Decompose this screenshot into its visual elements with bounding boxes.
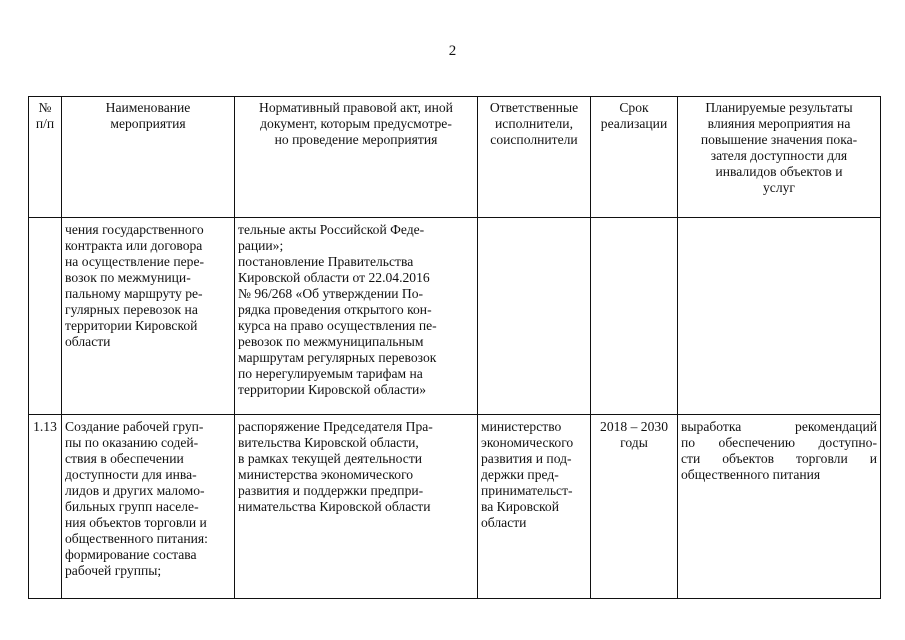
text-line: ревозок по межмуниципальным	[238, 334, 424, 349]
text-line: Создание рабочей груп-	[65, 419, 204, 434]
text-line: по обеспечению доступно-	[681, 435, 877, 450]
table-header-row	[29, 97, 881, 218]
text-line: выработка рекомендаций	[681, 419, 877, 434]
text-line: развития и под-	[481, 451, 572, 466]
text-line: ва Кировской	[481, 499, 559, 514]
text-line: Ответственные	[489, 100, 579, 115]
text-line: держки пред-	[481, 467, 559, 482]
text-line: зателя доступности для	[710, 148, 848, 163]
text-line: инвалидов объектов и	[715, 164, 843, 179]
text-line: соисполнители	[490, 132, 578, 147]
header-name	[62, 97, 235, 218]
text-line: территории Кировской	[65, 318, 198, 333]
header-term	[591, 97, 678, 218]
cell-act	[235, 218, 478, 415]
text-line: Нормативный правовой акт, иной	[259, 100, 453, 115]
text-line: но проведение мероприятия	[274, 132, 438, 147]
text-line: области	[481, 515, 527, 530]
cell-responsible	[478, 218, 591, 415]
page-number: 2	[448, 43, 457, 59]
text-line: области	[65, 334, 111, 349]
cell-result	[678, 415, 881, 599]
text-line: возок по межмуници-	[65, 270, 191, 285]
cell-num	[29, 415, 62, 599]
text-line: формирование состава	[65, 547, 197, 562]
text-line: по нерегулируемым тарифам на	[238, 366, 423, 381]
header-responsible	[478, 97, 591, 218]
text-line: тельные акты Российской Феде-	[238, 222, 425, 237]
text-line: чения государственного	[65, 222, 204, 237]
text-line: Наименование	[105, 100, 191, 115]
text-line: постановление Правительства	[238, 254, 414, 269]
text-line: контракта или договора	[65, 238, 203, 253]
text-line: документ, которым предусмотре-	[260, 116, 452, 131]
text-line: общественного питания:	[65, 531, 208, 546]
header-act	[235, 97, 478, 218]
text-line: 2018 – 2030	[600, 419, 668, 434]
text-line: повышение значения пока-	[700, 132, 858, 147]
text-line: развития и поддержки предпри-	[238, 483, 424, 498]
cell-name	[62, 218, 235, 415]
text-line: рации»;	[238, 238, 284, 253]
text-line: 1.13	[33, 419, 57, 434]
cell-name	[62, 415, 235, 599]
text-line: услуг	[763, 180, 795, 195]
text-line: в рамках текущей деятельности	[238, 451, 423, 466]
text-line: на осуществление пере-	[65, 254, 205, 269]
text-line: реализации	[600, 116, 668, 131]
text-line: гулярных перевозок на	[65, 302, 198, 317]
text-line: годы	[620, 435, 648, 450]
text-line: нимательства Кировской области	[238, 499, 431, 514]
text-line: распоряжение Председателя Пра-	[238, 419, 433, 434]
text-line: исполнители,	[495, 116, 573, 131]
text-line: территории Кировской области»	[238, 382, 427, 397]
cell-act	[235, 415, 478, 599]
text-line: бильных групп населе-	[65, 499, 199, 514]
text-line: мероприятия	[110, 116, 186, 131]
cell-result	[678, 218, 881, 415]
text-line: п/п	[35, 116, 55, 131]
text-line: №	[38, 100, 52, 115]
table-row-continuation	[29, 218, 881, 415]
text-line: ствия в обеспечении	[65, 451, 184, 466]
text-line: Планируемые результаты	[705, 100, 853, 115]
table-row-1-13	[29, 415, 881, 599]
text-line: пальному маршруту ре-	[65, 286, 203, 301]
cell-term	[591, 415, 678, 599]
text-line: рабочей группы;	[65, 563, 162, 578]
header-result	[678, 97, 881, 218]
measures-table	[28, 96, 881, 599]
text-line: Кировской области от 22.04.2016	[238, 270, 430, 285]
text-line: министерства экономического	[238, 467, 414, 482]
cell-term	[591, 218, 678, 415]
text-line: общественного питания	[681, 467, 821, 482]
text-line: пы по оказанию содей-	[65, 435, 199, 450]
text-line: курса на право осуществления пе-	[238, 318, 437, 333]
text-line: принимательст-	[481, 483, 573, 498]
text-line: сти объектов торговли и	[681, 451, 877, 466]
text-line: экономического	[481, 435, 574, 450]
text-line: ния объектов торговли и	[65, 515, 207, 530]
cell-responsible	[478, 415, 591, 599]
cell-num	[29, 218, 62, 415]
text-line: лидов и других маломо-	[65, 483, 205, 498]
text-line: влияния мероприятия на	[707, 116, 851, 131]
text-line: маршрутам регулярных перевозок	[238, 350, 437, 365]
text-line: рядка проведения открытого кон-	[238, 302, 432, 317]
text-line: Срок	[619, 100, 649, 115]
text-line: министерство	[481, 419, 562, 434]
text-line: доступности для инва-	[65, 467, 197, 482]
text-line: № 96/268 «Об утверждении По-	[238, 286, 424, 301]
text-line: вительства Кировской области,	[238, 435, 419, 450]
header-num	[29, 97, 62, 218]
